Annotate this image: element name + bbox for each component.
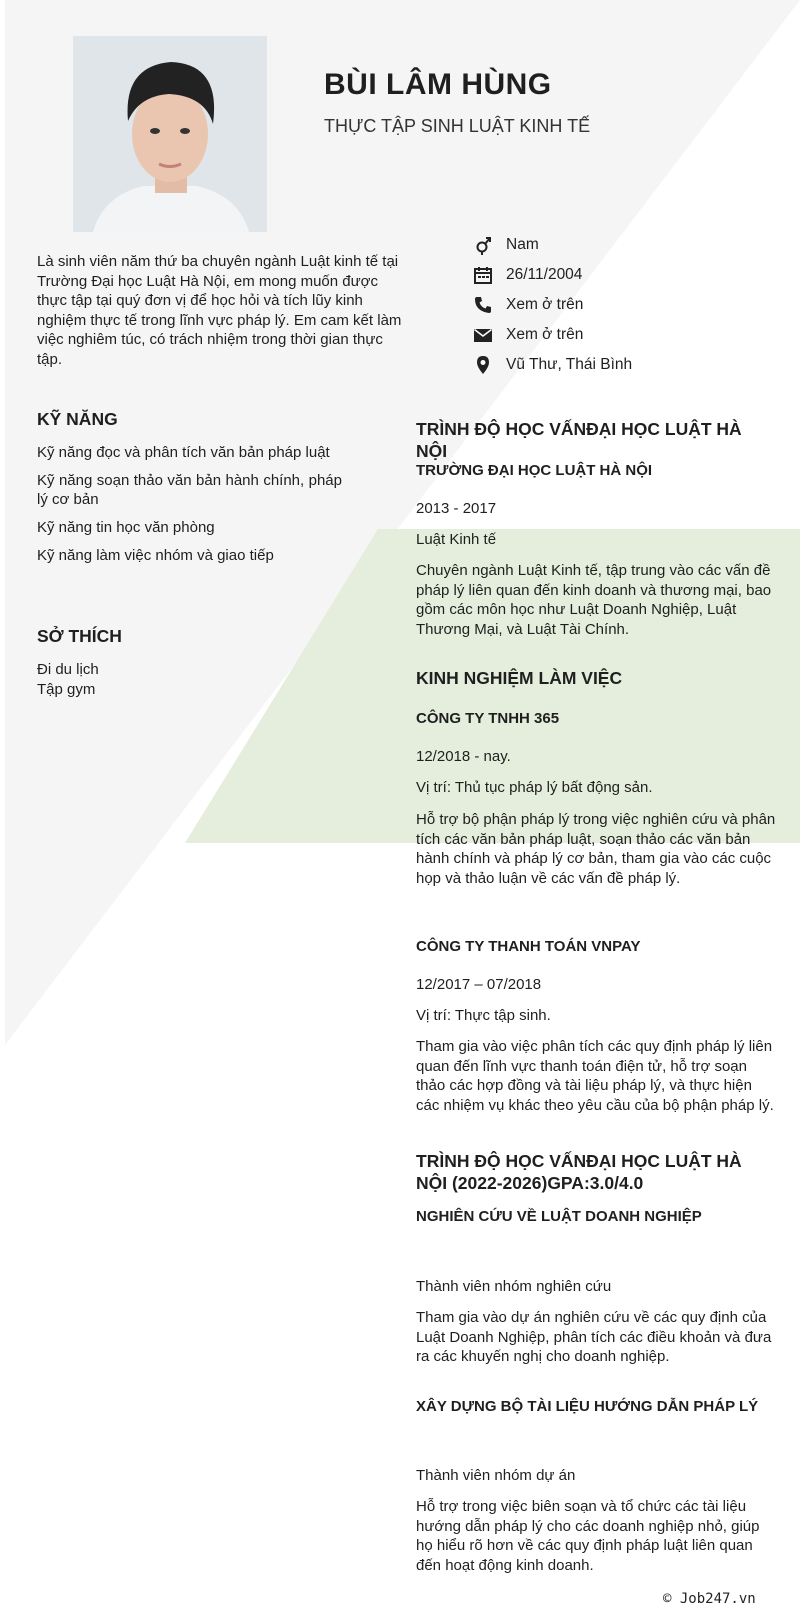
contact-birthday-text: 26/11/2004 [506,266,583,283]
education-period: 2013 - 2017 [416,500,497,517]
job-company: CÔNG TY TNHH 365 [416,710,560,727]
contact-birthday [472,260,632,290]
job-position: Vị trí: Thủ tục pháp lý bất động sản. [416,779,653,796]
phone-icon [472,294,494,316]
calendar-icon [472,264,494,286]
contact-phone [472,290,632,320]
contact-address [472,350,632,380]
candidate-name: BÙI LÂM HÙNG [324,68,552,101]
job-period: 12/2018 - nay. [416,748,511,765]
mail-icon [472,324,494,346]
education-school: TRƯỜNG ĐẠI HỌC LUẬT HÀ NỘI [416,462,653,479]
hobbies-list [37,660,99,700]
contact-phone-text: Xem ở trên [506,296,584,313]
skill-item: Kỹ năng đọc và phân tích văn bản pháp luật [37,444,330,461]
job-company: CÔNG TY THANH TOÁN VNPAY [416,938,641,955]
intro-text: Là sinh viên năm thứ ba chuyên ngành Luật kinh tế tại Trường Đại học Luật Hà Nội, em mong muốn được thực tập tại quý đơn vị để học hỏi và tích lũy kinh nghiệm thực tế trong lĩnh vực pháp lý. Em cam kết làm việc nghiêm túc, có trách nhiệm trong thời gian thực tập. [37,253,402,368]
project-title: NGHIÊN CỨU VỀ LUẬT DOANH NGHIỆP [416,1208,702,1225]
education-major: Luật Kinh tế [416,531,497,548]
skills-list [37,444,342,575]
education-heading: TRÌNH ĐỘ HỌC VẤNĐẠI HỌC LUẬT HÀ NỘI [416,419,742,461]
project-role: Thành viên nhóm nghiên cứu [416,1278,612,1295]
hobby-item: Tập gym [37,681,96,698]
job-title: THỰC TẬP SINH LUẬT KINH TẾ [324,116,591,136]
project-description: Hỗ trợ trong việc biên soạn và tổ chức các tài liệu hướng dẫn pháp lý cho các doanh nghiệp nhỏ, giúp họ hiểu rõ hơn về các quy định pháp luật liên quan đến hoạt động kinh doanh. [416,1498,760,1574]
contact-email-text: Xem ở trên [506,326,584,343]
skill-item: Kỹ năng làm việc nhóm và giao tiếp [37,546,274,564]
project-description: Tham gia vào dự án nghiên cứu về các quy định của Luật Doanh Nghiệp, phân tích các điều khoản và đưa ra các khuyến nghị cho doanh nghiệp. [416,1309,772,1365]
skill-item: Kỹ năng soạn thảo văn bản hành chính, pháp lý cơ bản [37,472,342,508]
skill-item: Kỹ năng tin học văn phòng [37,518,215,536]
job-description: Hỗ trợ bộ phận pháp lý trong việc nghiên cứu và phân tích các văn bản pháp luật, soạn thảo các văn bản hành chính và pháp lý cơ bản, tham gia vào các cuộc họp và thảo luận về các vấn đề pháp lý. [416,811,776,887]
hobby-item: Đi du lịch [37,661,99,678]
experience-heading: KINH NGHIỆM LÀM VIỆC [416,668,623,688]
gender-icon [472,234,494,256]
location-icon [472,354,494,376]
contact-address-text: Vũ Thư, Thái Bình [506,356,633,373]
skills-heading: KỸ NĂNG [37,409,118,429]
job-period: 12/2017 – 07/2018 [416,976,542,993]
hobbies-heading: SỞ THÍCH [37,626,122,646]
job-description: Tham gia vào việc phân tích các quy định pháp lý liên quan đến lĩnh vực thanh toán điện tử, hỗ trợ soạn thảo các hợp đồng và tài liệu pháp lý, và thực hiện các nhiệm vụ khác theo yêu cầu của bộ phận pháp lý. [416,1038,774,1114]
profile-photo [73,36,267,232]
project-role: Thành viên nhóm dự án [416,1467,576,1484]
footer-copyright: © Job247.vn [663,1591,756,1607]
project-title: XÂY DỰNG BỘ TÀI LIỆU HƯỚNG DẪN PHÁP LÝ [416,1398,759,1415]
contact-list [472,230,632,380]
contact-gender-text: Nam [506,236,539,253]
research-heading: TRÌNH ĐỘ HỌC VẤNĐẠI HỌC LUẬT HÀ NỘI (2022-2026)GPA:3.0/4.0 [416,1151,742,1193]
contact-gender [472,230,632,260]
contact-email [472,320,632,350]
job-position: Vị trí: Thực tập sinh. [416,1007,551,1024]
education-description: Chuyên ngành Luật Kinh tế, tập trung vào các vấn đề pháp lý liên quan đến kinh doanh và thương mại, bao gồm các môn học như Luật Doanh Nghiệp, Luật Thương Mại, và Luật Tài Chính. [416,562,772,638]
